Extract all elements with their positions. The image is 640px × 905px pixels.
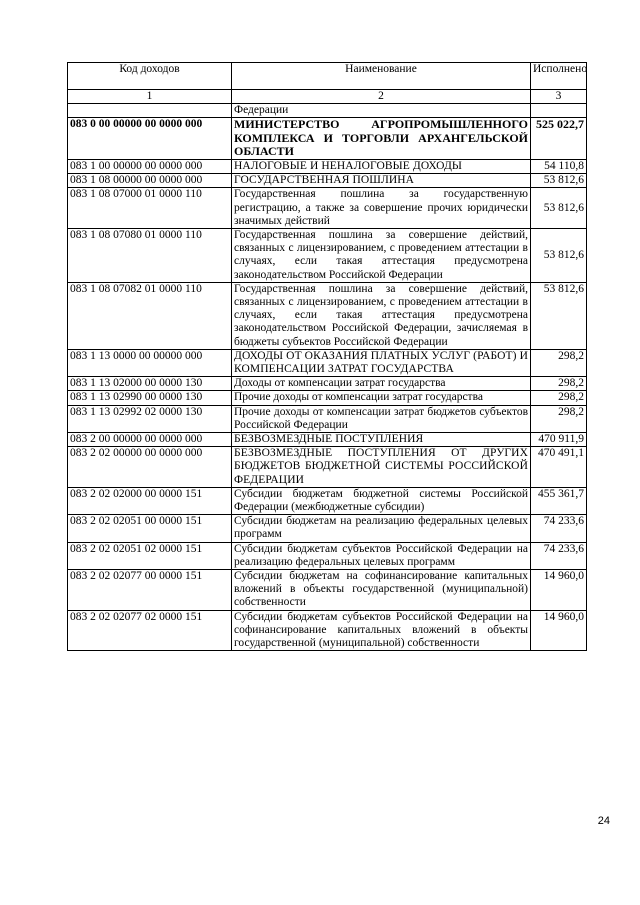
row-amount: 525 022,7: [531, 118, 587, 160]
row-name: Государственная пошлина за государственную регистрацию, а также за совершение прочих юридически значимых действий: [232, 188, 531, 229]
row-code: 083 1 13 02990 00 0000 130: [68, 391, 232, 405]
row-name: Государственная пошлина за совершение действий, связанных с лицензированием, с проведением аттестации в случаях, если такая аттестация предусмотрена законодательством Российской Федерации: [232, 228, 531, 282]
table-row: [68, 570, 587, 611]
row-name: ГОСУДАРСТВЕННАЯ ПОШЛИНА: [232, 174, 531, 188]
row-name: Прочие доходы от компенсации затрат бюджетов субъектов Российской Федерации: [232, 405, 531, 432]
row-amount: [531, 104, 587, 118]
row-name: НАЛОГОВЫЕ И НЕНАЛОГОВЫЕ ДОХОДЫ: [232, 159, 531, 173]
row-code: 083 2 02 02051 00 0000 151: [68, 515, 232, 542]
table-row: [68, 188, 587, 229]
column-number-3: 3: [531, 90, 587, 104]
row-name: Доходы от компенсации затрат государства: [232, 377, 531, 391]
table-row: [68, 405, 587, 432]
row-amount: 298,2: [531, 391, 587, 405]
row-name: Прочие доходы от компенсации затрат государства: [232, 391, 531, 405]
row-name: БЕЗВОЗМЕЗДНЫЕ ПОСТУПЛЕНИЯ: [232, 432, 531, 446]
table-row: [68, 432, 587, 446]
row-name: Субсидии бюджетам на реализацию федеральных целевых программ: [232, 515, 531, 542]
row-amount: 298,2: [531, 405, 587, 432]
row-amount: 54 110,8: [531, 159, 587, 173]
row-code: 083 2 02 02051 02 0000 151: [68, 542, 232, 569]
table-row: [68, 174, 587, 188]
table-row: [68, 391, 587, 405]
row-code: 083 2 02 02000 00 0000 151: [68, 487, 232, 514]
row-amount: 14 960,0: [531, 570, 587, 611]
row-name: Государственная пошлина за совершение действий, связанных с лицензированием, с проведением аттестации в случаях, если такая аттестация предусмотрена законодательством Российской Федерации, зачисляемая в бюджеты субъектов Российской Федерации: [232, 282, 531, 349]
row-amount: 455 361,7: [531, 487, 587, 514]
table-row: [68, 515, 587, 542]
row-code: 083 1 13 0000 00 00000 000: [68, 349, 232, 376]
row-code: [68, 104, 232, 118]
column-number-row: [68, 90, 587, 104]
row-code: 083 2 02 02077 02 0000 151: [68, 610, 232, 651]
row-name: Субсидии бюджетам бюджетной системы Российской Федерации (межбюджетные субсидии): [232, 487, 531, 514]
table-row: [68, 282, 587, 349]
table-header-row: [68, 63, 587, 90]
page-number: 24: [597, 815, 610, 827]
row-code: 083 1 08 07080 01 0000 110: [68, 228, 232, 282]
row-name: Субсидии бюджетам субъектов Российской Федерации на реализацию федеральных целевых программ: [232, 542, 531, 569]
table-row: [68, 487, 587, 514]
row-amount: 470 491,1: [531, 447, 587, 488]
continuation-row: [68, 104, 587, 118]
row-amount: 53 812,6: [531, 228, 587, 282]
row-code: 083 1 13 02992 02 0000 130: [68, 405, 232, 432]
row-amount: 53 812,6: [531, 174, 587, 188]
row-code: 083 2 00 00000 00 0000 000: [68, 432, 232, 446]
row-code: 083 1 13 02000 00 0000 130: [68, 377, 232, 391]
row-name: БЕЗВОЗМЕЗДНЫЕ ПОСТУПЛЕНИЯ ОТ ДРУГИХ БЮДЖЕТОВ БЮДЖЕТНОЙ СИСТЕМЫ РОССИЙСКОЙ ФЕДЕРАЦИИ: [232, 447, 531, 488]
continuation-text: Федерации: [232, 104, 531, 118]
row-amount: 298,2: [531, 377, 587, 391]
table-row: [68, 159, 587, 173]
column-number-2: 2: [232, 90, 531, 104]
row-amount: 14 960,0: [531, 610, 587, 651]
row-amount: 470 911,9: [531, 432, 587, 446]
row-code: 083 1 08 00000 00 0000 000: [68, 174, 232, 188]
column-number-1: 1: [68, 90, 232, 104]
row-amount: 298,2: [531, 349, 587, 376]
header-code: Код доходов: [68, 63, 232, 90]
row-code: 083 2 02 00000 00 0000 000: [68, 447, 232, 488]
row-amount: 53 812,6: [531, 282, 587, 349]
table-row: [68, 610, 587, 651]
table-row: [68, 542, 587, 569]
row-code: 083 1 08 07000 01 0000 110: [68, 188, 232, 229]
row-amount: 74 233,6: [531, 515, 587, 542]
row-amount: 74 233,6: [531, 542, 587, 569]
header-amount: Исполнено: [531, 63, 587, 90]
revenue-table: [67, 62, 587, 651]
header-name: Наименование: [232, 63, 531, 90]
row-code: 083 1 08 07082 01 0000 110: [68, 282, 232, 349]
row-amount: 53 812,6: [531, 188, 587, 229]
row-code: 083 2 02 02077 00 0000 151: [68, 570, 232, 611]
table-row: [68, 447, 587, 488]
row-name: ДОХОДЫ ОТ ОКАЗАНИЯ ПЛАТНЫХ УСЛУГ (РАБОТ) И КОМПЕНСАЦИИ ЗАТРАТ ГОСУДАРСТВА: [232, 349, 531, 376]
row-name: Субсидии бюджетам на софинансирование капитальных вложений в объекты государственной (муниципальной) собственности: [232, 570, 531, 611]
table-row: [68, 377, 587, 391]
row-code: 083 1 00 00000 00 0000 000: [68, 159, 232, 173]
table-row: [68, 349, 587, 376]
row-name: МИНИСТЕРСТВО АГРОПРОМЫШЛЕННОГО КОМПЛЕКСА И ТОРГОВЛИ АРХАНГЕЛЬСКОЙ ОБЛАСТИ: [232, 118, 531, 160]
table-row: [68, 118, 587, 160]
table-row: [68, 228, 587, 282]
row-code: 083 0 00 00000 00 0000 000: [68, 118, 232, 160]
row-name: Субсидии бюджетам субъектов Российской Федерации на софинансирование капитальных вложений в объекты государственной (муниципальной) собственности: [232, 610, 531, 651]
